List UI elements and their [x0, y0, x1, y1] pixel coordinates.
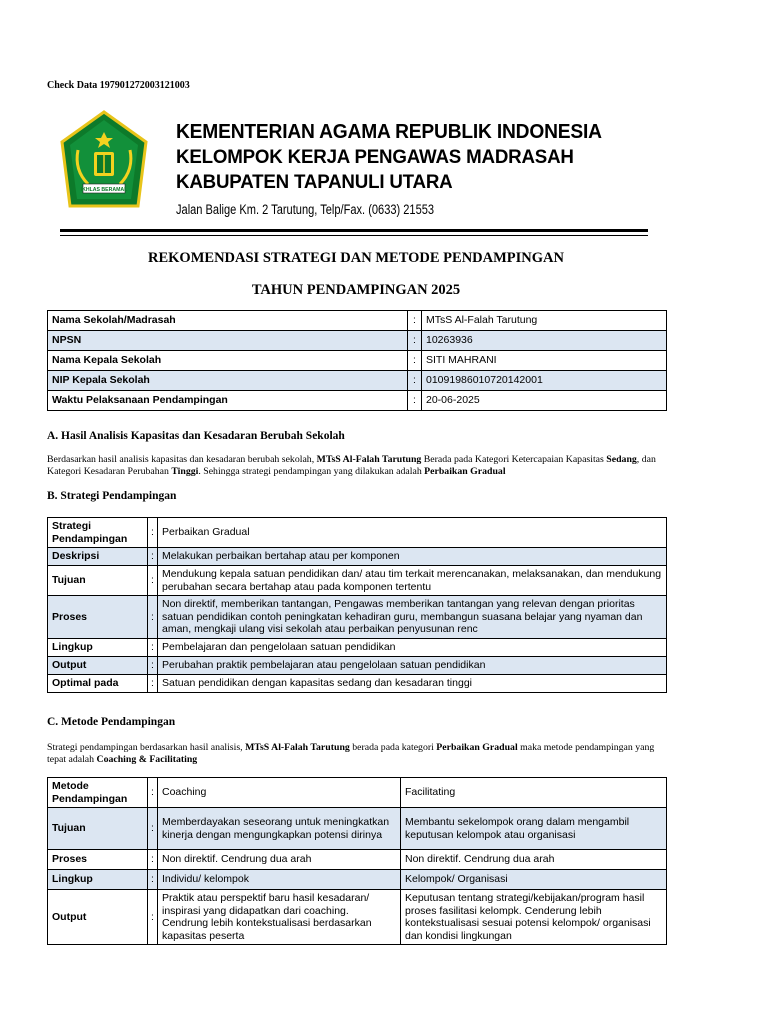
- strategy-table: [47, 517, 667, 693]
- colon: :: [148, 674, 158, 692]
- coaching-cell: Individu/ kelompok: [158, 870, 401, 890]
- strategy-label: Deskripsi: [48, 548, 148, 566]
- section-b-heading: B. Strategi Pendampingan: [47, 490, 177, 502]
- info-row: [48, 331, 667, 351]
- colon: :: [148, 596, 158, 639]
- method-row: [48, 890, 667, 945]
- strategy-value: Satuan pendidikan dengan kapasitas sedang dan kesadaran tinggi: [158, 674, 667, 692]
- info-value: MTsS Al-Falah Tarutung: [422, 311, 667, 331]
- info-row: [48, 351, 667, 371]
- section-c-heading: C. Metode Pendampingan: [47, 716, 176, 728]
- facilitating-cell: Kelompok/ Organisasi: [401, 870, 667, 890]
- check-data: Check Data 197901272003121003: [47, 80, 190, 91]
- colon: :: [148, 566, 158, 596]
- colon: :: [148, 656, 158, 674]
- strategy-row: [48, 656, 667, 674]
- colon: :: [408, 371, 422, 391]
- method-label: Lingkup: [48, 870, 148, 890]
- info-value: 20-06-2025: [422, 391, 667, 411]
- colon: :: [148, 518, 158, 548]
- colon: :: [148, 870, 158, 890]
- coaching-cell: Coaching: [158, 778, 401, 808]
- strategy-label: Proses: [48, 596, 148, 639]
- info-row: [48, 391, 667, 411]
- letterhead-address: Jalan Balige Km. 2 Tarutung, Telp/Fax. (0633) 21553: [176, 202, 435, 217]
- strategy-label: Output: [48, 656, 148, 674]
- info-value: SITI MAHRANI: [422, 351, 667, 371]
- strategy-row: [48, 674, 667, 692]
- coaching-cell: Praktik atau perspektif baru hasil kesadaran/ inspirasi yang didapatkan dari coaching. Cendrung lebih kontekstualisasi berdasarkan kapasitas peserta: [158, 890, 401, 945]
- kemenag-logo: [58, 110, 150, 210]
- svg-text:IKHLAS BERAMAL: IKHLAS BERAMAL: [80, 187, 128, 193]
- strategy-label: Optimal pada: [48, 674, 148, 692]
- coaching-cell: Non direktif. Cendrung dua arah: [158, 850, 401, 870]
- info-row: [48, 371, 667, 391]
- school-info-table: [47, 310, 667, 411]
- strategy-value: Perbaikan Gradual: [158, 518, 667, 548]
- colon: :: [408, 331, 422, 351]
- method-row: [48, 850, 667, 870]
- method-row: [48, 778, 667, 808]
- info-value: 10263936: [422, 331, 667, 351]
- strategy-value: Melakukan perbaikan bertahap atau per komponen: [158, 548, 667, 566]
- info-value: 01091986010720142001: [422, 371, 667, 391]
- facilitating-cell: Membantu sekelompok orang dalam mengambil keputusan kelompok atau organisasi: [401, 808, 667, 850]
- strategy-value: Pembelajaran dan pengelolaan satuan pendidikan: [158, 638, 667, 656]
- colon: :: [408, 311, 422, 331]
- letterhead-line1: KEMENTERIAN AGAMA REPUBLIK INDONESIA: [176, 121, 602, 143]
- colon: :: [148, 850, 158, 870]
- facilitating-cell: Facilitating: [401, 778, 667, 808]
- method-label: Tujuan: [48, 808, 148, 850]
- section-a-heading: A. Hasil Analisis Kapasitas dan Kesadaran Berubah Sekolah: [47, 430, 345, 442]
- method-row: [48, 808, 667, 850]
- section-a-paragraph: Berdasarkan hasil analisis kapasitas dan kesadaran berubah sekolah, MTsS Al-Falah Tarutung Berada pada Kategori Ketercapaian Kapasitas Sedang, dan Kategori Kesadaran Perubahan Tinggi. Sehingga strategi pendampingan yang dilakukan adalah Perbaikan Gradual: [47, 454, 656, 477]
- info-label: Waktu Pelaksanaan Pendampingan: [48, 391, 408, 411]
- colon: :: [148, 890, 158, 945]
- strategy-label: Strategi Pendampingan: [48, 518, 148, 548]
- colon: :: [148, 778, 158, 808]
- letterhead: [176, 120, 620, 217]
- colon: :: [408, 391, 422, 411]
- info-row: [48, 311, 667, 331]
- info-label: NPSN: [48, 331, 408, 351]
- colon: :: [148, 638, 158, 656]
- letterhead-line3: KABUPATEN TAPANULI UTARA: [176, 171, 453, 193]
- strategy-row: [48, 518, 667, 548]
- facilitating-cell: Non direktif. Cendrung dua arah: [401, 850, 667, 870]
- info-label: Nama Sekolah/Madrasah: [48, 311, 408, 331]
- colon: :: [148, 548, 158, 566]
- method-label: Proses: [48, 850, 148, 870]
- letterhead-rule-thick: [60, 229, 648, 232]
- facilitating-cell: Keputusan tentang strategi/kebijakan/program hasil proses fasilitasi kelompk. Cenderung lebih kontekstualisasi sesuai potensi kelompok/ organisasi dan kondisi lingkungan: [401, 890, 667, 945]
- method-label: Metode Pendampingan: [48, 778, 148, 808]
- section-c-paragraph: Strategi pendampingan berdasarkan hasil analisis, MTsS Al-Falah Tarutung berada pada kategori Perbaikan Gradual maka metode pendampingan yang tepat adalah Coaching & Facilitating: [47, 742, 655, 765]
- strategy-value: Perubahan praktik pembelajaran atau pengelolaan satuan pendidikan: [158, 656, 667, 674]
- method-label: Output: [48, 890, 148, 945]
- strategy-label: Lingkup: [48, 638, 148, 656]
- strategy-row: [48, 638, 667, 656]
- method-row: [48, 870, 667, 890]
- info-label: Nama Kepala Sekolah: [48, 351, 408, 371]
- coaching-cell: Memberdayakan seseorang untuk meningkatkan kinerja dengan mengungkapkan potensi dirinya: [158, 808, 401, 850]
- strategy-row: [48, 548, 667, 566]
- strategy-row: [48, 566, 667, 596]
- strategy-value: Mendukung kepala satuan pendidikan dan/ atau tim terkait merencanakan, melaksanakan, dan mendukung perubahan secara bertahap atau pada komponen tertentu: [158, 566, 667, 596]
- strategy-label: Tujuan: [48, 566, 148, 596]
- document-title: REKOMENDASI STRATEGI DAN METODE PENDAMPINGAN: [148, 250, 564, 266]
- strategy-row: [48, 596, 667, 639]
- colon: :: [148, 808, 158, 850]
- letterhead-rule-thin: [60, 235, 648, 236]
- document-subtitle: TAHUN PENDAMPINGAN 2025: [251, 282, 461, 298]
- info-label: NIP Kepala Sekolah: [48, 371, 408, 391]
- colon: :: [408, 351, 422, 371]
- letterhead-line2: KELOMPOK KERJA PENGAWAS MADRASAH: [176, 146, 574, 168]
- method-table: [47, 777, 667, 945]
- strategy-value: Non direktif, memberikan tantangan, Pengawas memberikan tantangan yang relevan dengan prioritas satuan pendidikan contoh peningkatan kehadiran guru, membangun suasana belajar yang nyaman dan aman, mengkaji ulang visi sekolah atau perbaikan penyusunan renc: [158, 596, 667, 639]
